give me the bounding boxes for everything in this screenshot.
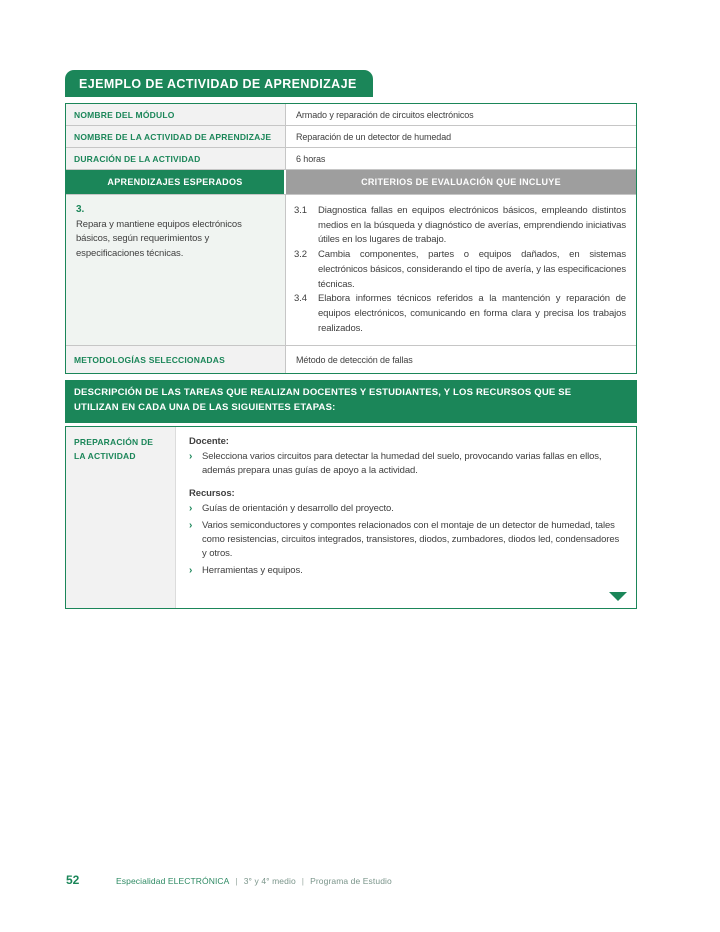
criteria-text: Elabora informes técnicos referidos a la mantención y reparación de equipos electrónicos, comunicando en forma clara y precisa los trabajos realizados.: [318, 293, 626, 334]
criteria-item: [294, 248, 626, 292]
footer-separator: |: [301, 876, 305, 886]
activity-info-table: [65, 103, 637, 374]
row-value: 6 horas: [286, 148, 636, 169]
criteria-list: [286, 195, 636, 345]
row-label: NOMBRE DE LA ACTIVIDAD DE APRENDIZAJE: [66, 126, 286, 147]
metodologias-row: [66, 345, 636, 373]
criteria-item: [294, 204, 626, 248]
activity-sheet: [65, 70, 637, 609]
bullet-icon: ›: [189, 503, 193, 515]
criterios-evaluacion-header: CRITERIOS DE EVALUACIÓN QUE INCLUYE: [286, 170, 636, 194]
row-label: NOMBRE DEL MÓDULO: [66, 104, 286, 125]
row-label: DURACIÓN DE LA ACTIVIDAD: [66, 148, 286, 169]
page-number: 52: [66, 873, 80, 887]
row-value: Reparación de un detector de humedad: [286, 126, 636, 147]
info-rows: [66, 104, 636, 169]
bullet-icon: ›: [189, 450, 193, 462]
metodologias-label: METODOLOGÍAS SELECCIONADAS: [66, 346, 286, 373]
list-item: [189, 564, 622, 579]
description-banner: DESCRIPCIÓN DE LAS TAREAS QUE REALIZAN DOCENTES Y ESTUDIANTES, Y LOS RECURSOS QUE SE UTILIZAN EN CADA UNA DE LAS SIGUIENTES ETAPAS:: [65, 380, 637, 422]
continuation-arrow-icon: [609, 592, 627, 601]
criteria-number: 3.2: [294, 249, 307, 261]
table-row: [66, 147, 636, 169]
list-item-text: Varios semiconductores y compontes relacionados con el montaje de un detector de humedad, tales como resistencias, circuitos integrados, transistores, diodos, zumbadores, diodos led, condensadores y otros.: [202, 519, 620, 560]
docente-list: [189, 450, 622, 479]
aprendizajes-esperados-header: APRENDIZAJES ESPERADOS: [66, 170, 286, 194]
metodologias-value: Método de detección de fallas: [286, 346, 636, 373]
table-row: [66, 104, 636, 125]
recursos-heading: Recursos:: [189, 488, 235, 500]
footer-program: Programa de Estudio: [310, 876, 392, 886]
criteria-text: Cambia componentes, partes o equipos dañados, en sistemas electrónicos básicos, considerando el tipo de avería, y las especificaciones técnicas.: [318, 249, 626, 290]
criteria-number: 3.1: [294, 205, 307, 216]
footer-separator: |: [235, 876, 238, 886]
criteria-number: 3.4: [294, 293, 307, 305]
footer-text: [116, 876, 392, 886]
footer-specialty: Especialidad ELECTRÓNICA: [116, 876, 230, 886]
row-value: Armado y reparación de circuitos electrónicos: [286, 104, 636, 125]
aprendizaje-esperado-cell: [66, 195, 286, 345]
preparation-section: [65, 426, 637, 609]
criteria-item: [294, 292, 626, 336]
bullet-icon: ›: [189, 564, 193, 576]
oa-text: Repara y mantiene equipos electrónicos básicos, según requerimientos y especificaciones técnicas.: [76, 219, 242, 259]
criteria-items: [294, 204, 626, 336]
page-footer: [66, 873, 392, 887]
bullet-icon: ›: [189, 519, 193, 531]
table-row: [66, 125, 636, 147]
column-headers-row: [66, 169, 636, 194]
recursos-list: [189, 502, 622, 578]
footer-grade: 3° y 4° medio: [243, 876, 296, 886]
list-item: [189, 450, 622, 479]
oa-number: 3.: [76, 204, 85, 215]
list-item-text: Herramientas y equipos.: [202, 564, 303, 576]
list-item-text: Guías de orientación y desarrollo del proyecto.: [202, 503, 394, 515]
criteria-text: Diagnostica fallas en equipos electrónicos básicos, empleando distintos medios en la búsqueda y diagnóstico de averías, emprendiendo iniciativas útiles en los lugares de trabajo.: [318, 205, 626, 246]
prep-content: [176, 427, 636, 608]
list-item: [189, 519, 622, 562]
list-item: [189, 502, 622, 517]
prep-stage-label: PREPARACIÓN DE LA ACTIVIDAD: [66, 427, 176, 608]
page-title: EJEMPLO DE ACTIVIDAD DE APRENDIZAJE: [65, 70, 373, 97]
list-item-text: Selecciona varios circuitos para detectar la humedad del suelo, provocando varias fallas en ellos, además prepara unas guías de apoyo a la actividad.: [202, 450, 602, 477]
learning-content-row: [66, 194, 636, 345]
docente-heading: Docente:: [189, 435, 229, 447]
